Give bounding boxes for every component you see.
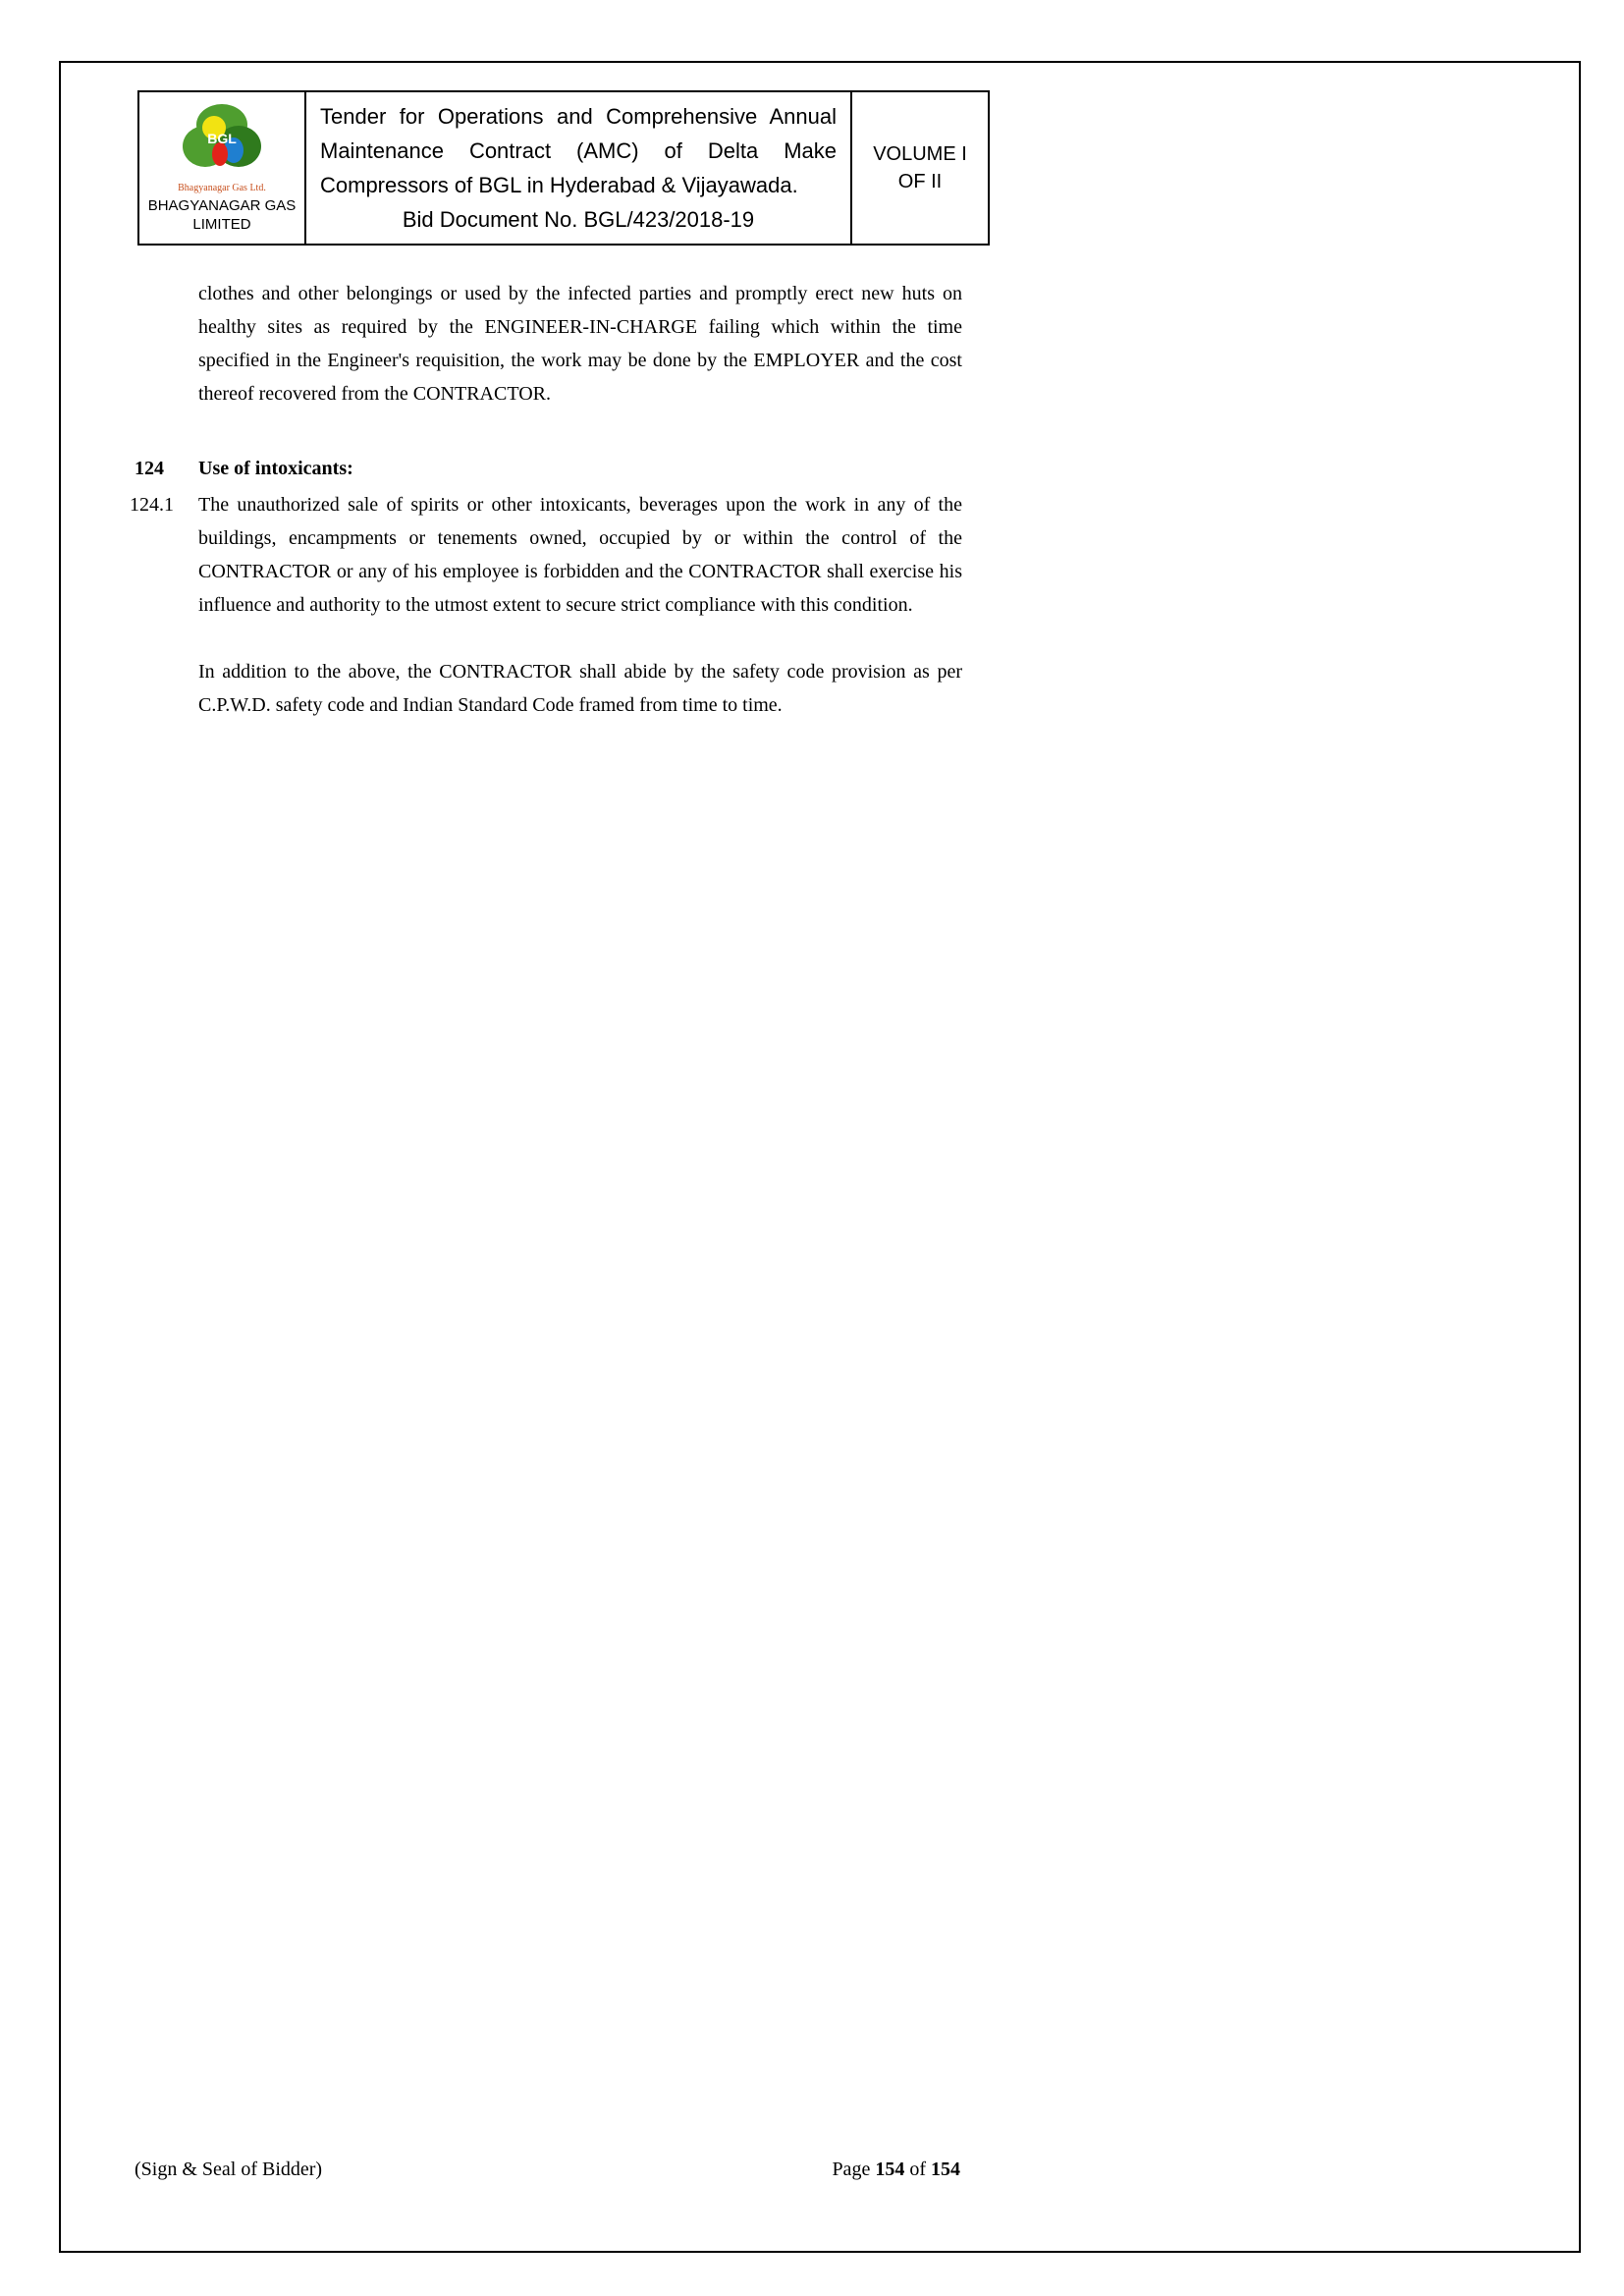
page-number-indicator: [832, 2157, 960, 2182]
bid-document-number: Bid Document No. BGL/423/2018-19: [402, 207, 755, 232]
volume-line-2: OF II: [897, 171, 943, 192]
page-number: 154: [875, 2159, 905, 2180]
section-heading: Use of intoxicants:: [198, 458, 353, 479]
sign-seal-note: (Sign & Seal of Bidder): [135, 2159, 323, 2180]
organization-name: [148, 196, 297, 234]
tender-title-line-3: Compressors of BGL in Hyderabad & Vijayawada.: [320, 173, 798, 197]
clause-continuation-paragraph: In addition to the above, the CONTRACTOR shall abide by the safety code provision as per C.P.W.D. safety code and Indian Standard Code framed from time to time.: [198, 661, 962, 716]
organization-name-line1: BHAGYANAGAR GAS: [147, 197, 297, 214]
header-volume-cell: [850, 92, 988, 244]
continuation-paragraph: clothes and other belongings or used by the infected parties and promptly erect new huts on healthy sites as required by the ENGINEER-IN-CHARGE failing which within the time specified in the Engineer's requisition, the work may be done by the EMPLOYER and the cost thereof recovered from the CONTRACTOR.: [198, 283, 962, 405]
logo-monogram: BGL: [207, 131, 237, 146]
tender-title-line-2: Maintenance Contract (AMC) of Delta Make: [320, 138, 837, 163]
bgl-logo-icon: [177, 97, 267, 182]
logo-caption: Bhagyanagar Gas Ltd.: [178, 183, 266, 193]
volume-line-1: VOLUME I: [873, 143, 967, 165]
page-label: Page: [832, 2159, 871, 2180]
tender-title-line-1: Tender for Operations and Comprehensive Annual: [320, 104, 837, 129]
header-logo-cell: [139, 92, 306, 244]
header-title-cell: [306, 92, 850, 244]
page-total: 154: [931, 2159, 960, 2180]
organization-name-line2: LIMITED: [192, 216, 251, 233]
section-number: 124: [135, 458, 164, 479]
clause-paragraph: The unauthorized sale of spirits or other intoxicants, beverages upon the work in any of the buildings, encampments or tenements owned, occupied by or within the control of the CONTRACTOR or any of his employee is forbidden and the CONTRACTOR shall exercise his influence and authority to the utmost extent to secure strict compliance with this condition.: [198, 494, 962, 616]
clause-number: 124.1: [130, 494, 174, 516]
page-of-label: of: [909, 2159, 926, 2180]
header-table: [137, 90, 990, 246]
